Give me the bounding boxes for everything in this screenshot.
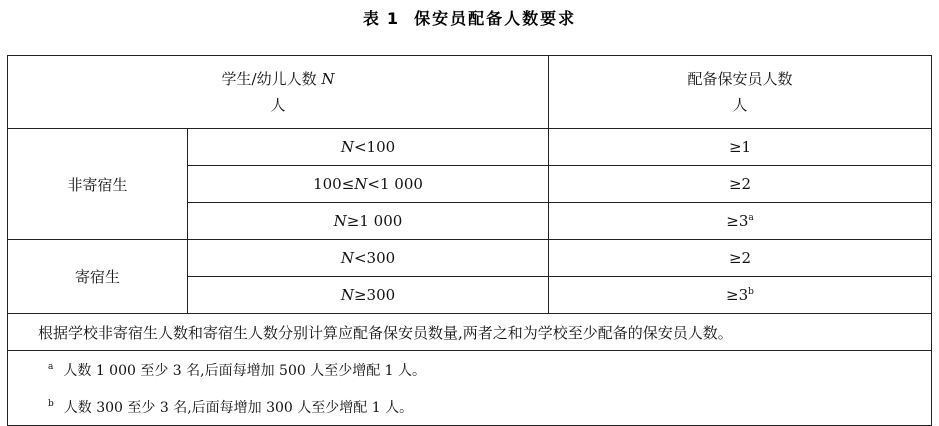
guard-count-cell: ≥2 xyxy=(549,166,932,203)
guard-count-cell: ≥2 xyxy=(549,240,932,277)
header-variable-n: N xyxy=(321,70,335,88)
footnote-text-b: 人数 300 至少 3 名,后面每增加 300 人至少增配 1 人。 xyxy=(63,400,414,416)
group-label-non-boarding: 非寄宿生 xyxy=(8,129,188,240)
table-row xyxy=(8,129,932,166)
footnote-a xyxy=(48,351,931,388)
student-count-cell: N≥300 xyxy=(188,277,549,314)
footnotes-row xyxy=(8,351,932,426)
header-student-count-label: 学生/幼儿人数 xyxy=(221,70,317,88)
guard-count-cell: ≥1 xyxy=(549,129,932,166)
guard-count-cell: $\ge 3^b$ xyxy=(549,277,932,314)
caption-number: 1 xyxy=(386,9,401,28)
header-guard-count-unit: 人 xyxy=(732,96,748,114)
header-row xyxy=(8,56,932,129)
header-student-count xyxy=(8,56,549,129)
footnote-mark-b: b xyxy=(48,399,54,409)
header-student-count-unit: 人 xyxy=(270,96,286,114)
student-count-cell: N<100 xyxy=(188,129,549,166)
group-label-boarding: 寄宿生 xyxy=(8,240,188,314)
note-row xyxy=(8,314,932,351)
header-guard-count-label: 配备保安员人数 xyxy=(687,70,793,88)
table-note: 根据学校非寄宿生人数和寄宿生人数分别计算应配备保安员数量,两者之和为学校至少配备的保安员人数。 xyxy=(8,314,932,351)
guard-requirement-table xyxy=(7,55,932,426)
footnote-ref-a: a xyxy=(748,213,754,223)
student-count-cell: N≥1 000 xyxy=(188,203,549,240)
header-guard-count xyxy=(549,56,932,129)
table-row xyxy=(8,240,932,277)
student-count-cell: 100≤N<1 000 xyxy=(188,166,549,203)
caption-label: 表 xyxy=(362,9,381,28)
caption-title: 保安员配备人数要求 xyxy=(414,9,577,28)
guard-count-cell: $\ge 3^a$ xyxy=(549,203,932,240)
footnote-ref-b: b xyxy=(748,287,754,297)
footnote-text-a: 人数 1 000 至少 3 名,后面每增加 500 人至少增配 1 人。 xyxy=(63,363,427,379)
footnote-mark-a: a xyxy=(48,362,54,372)
table-caption xyxy=(0,6,939,29)
student-count-cell: N<300 xyxy=(188,240,549,277)
footnote-b xyxy=(48,388,931,425)
footnotes-cell xyxy=(8,351,932,426)
